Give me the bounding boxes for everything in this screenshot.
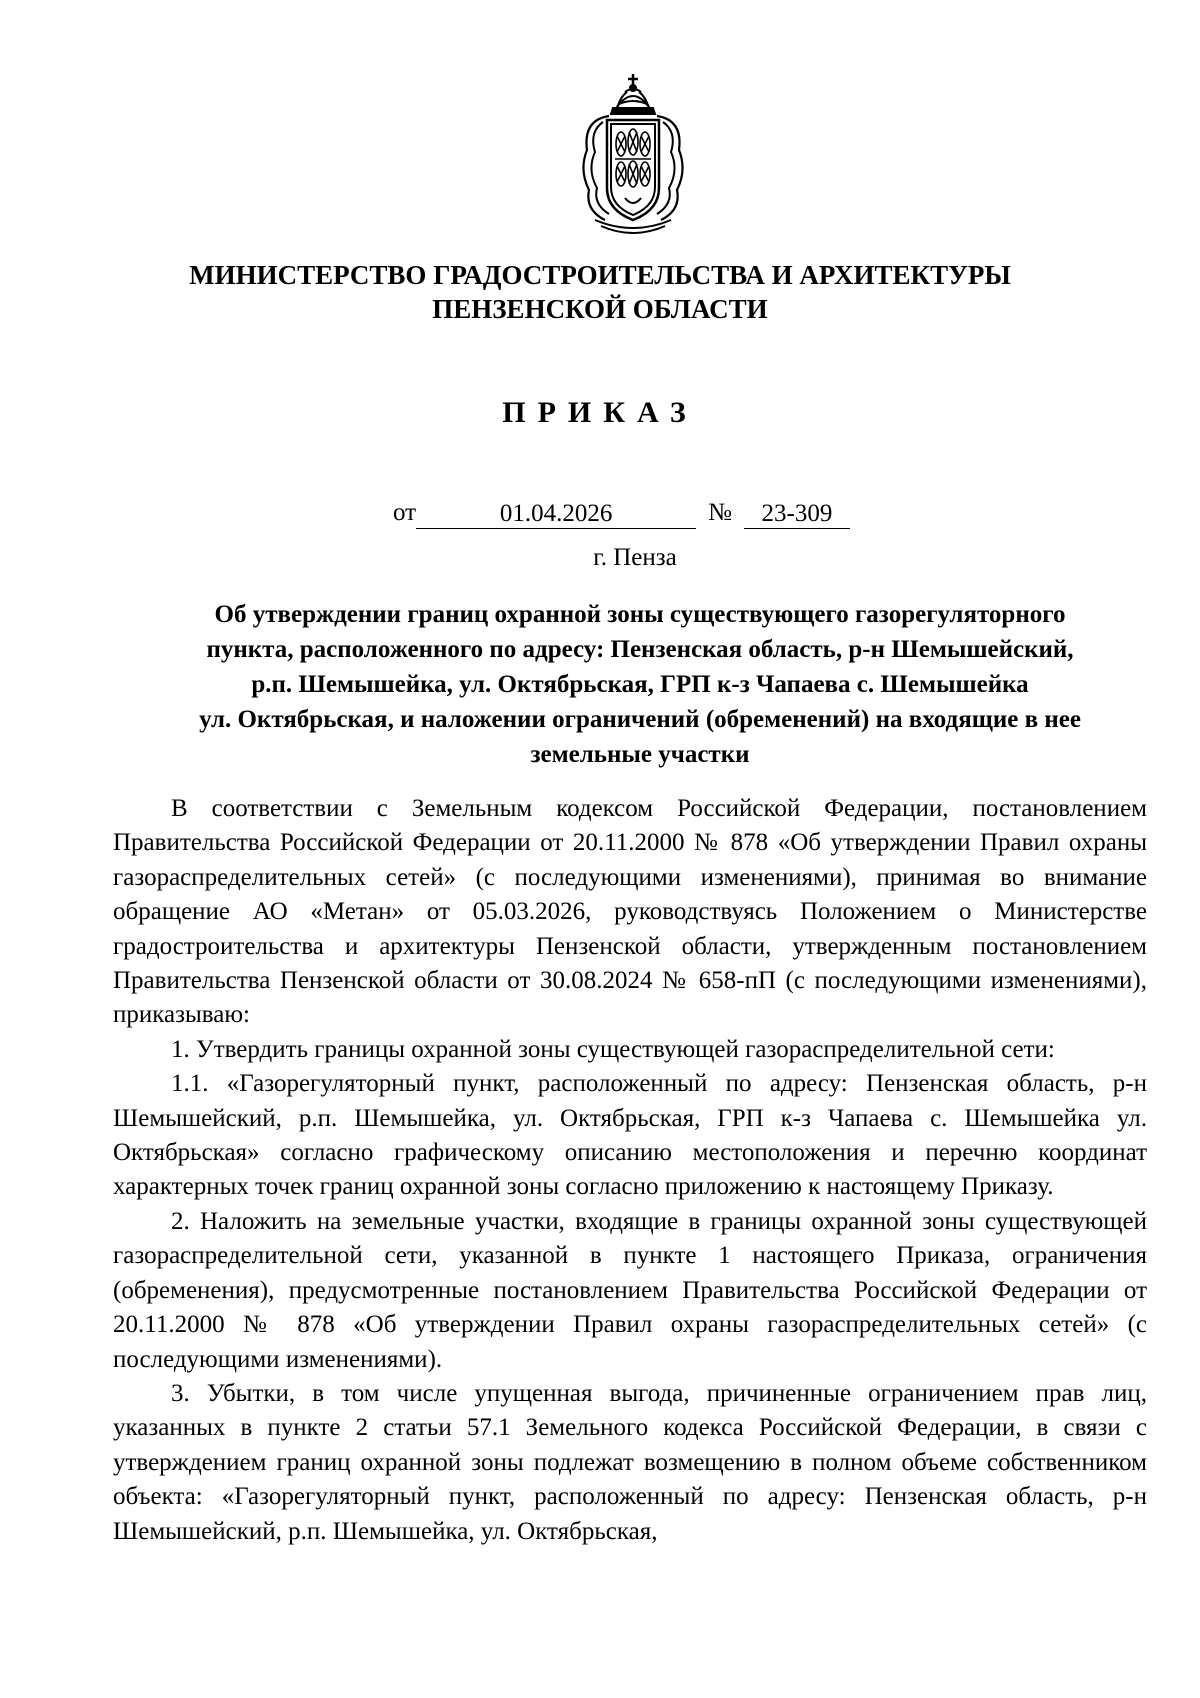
document-type-title: ПРИКАЗ [502,396,698,429]
order-body [113,792,1147,1549]
clause-1-1-paragraph: 1.1. «Газорегуляторный пункт, расположенный по адресу: Пензенская область, р-н Шемышейский, р.п. Шемышейка, ул. Октябрьская, ГРП к-з Чапаева с. Шемышейка ул. Октябрьская» согласно графическому описанию местоположения и перечню координат характерных точек границ охранной зоны согласно приложению к настоящему Приказу. [113,1070,1147,1201]
subject-line: земельные участки [530,741,750,768]
order-number-field: 23-309 [744,498,850,529]
clause-3-paragraph: 3. Убытки, в том числе упущенная выгода, причиненные ограничением прав лиц, указанных в пункте 2 статьи 57.1 Земельного кодекса Российской Федерации, в связи с утверждением границ охранной зоны подлежат возмещению в полном объеме собственником объекта: «Газорегуляторный пункт, расположенный по адресу: Пензенская область, р-н Шемышейский, р.п. Шемышейка, ул. Октябрьская, [113,1379,1147,1545]
subject-line: р.п. Шемышейка, ул. Октябрьская, ГРП к-з Чапаева с. Шемышейка [251,671,1029,698]
ministry-name-line1: МИНИСТЕРСТВО ГРАДОСТРОИТЕЛЬСТВА И АРХИТЕКТУРЫ [189,260,1011,290]
order-date-field: 01.04.2026 [416,498,696,529]
issue-city: г. Пенза [593,544,677,571]
preamble-paragraph: В соответствии с Земельным кодексом Российской Федерации, постановлением Правительства Российской Федерации от 20.11.2000 № 878 «Об утверждении Правил охраны газораспределительных сетей» (с последующими изменениями), принимая во внимание обращение АО «Метан» от 05.03.2026, руководствуясь Положением о Министерстве градостроительства и архитектуры Пензенской области, утвержденным постановлением Правительства Пензенской области от 30.08.2024 № 658-пП (с последующими изменениями), приказываю: [113,795,1147,1029]
clause-2-paragraph: 2. Наложить на земельные участки, входящие в границы охранной зоны существующей газораспределительной сети, указанной в пункте 1 настоящего Приказа, ограничения (обременения), предусмотренные постановлением Правительства Российской Федерации от 20.11.2000 № 878 «Об утверждении Правил охраны газораспределительных сетей» (с последующими изменениями). [113,1207,1147,1373]
subject-line: ул. Октябрьская, и наложении ограничений (обременений) на входящие в нее [199,706,1081,733]
order-subject [130,597,1150,772]
date-prefix-label: от [393,499,417,526]
ministry-name [0,258,1200,326]
ministry-name-line2: ПЕНЗЕНСКОЙ ОБЛАСТИ [432,294,768,324]
clause-1-paragraph: 1. Утвердить границы охранной зоны существующей газораспределительной сети: [171,1035,1055,1063]
order-date-number-line [393,497,850,529]
subject-line: Об утверждении границ охранной зоны существующего газорегуляторного [214,601,1066,628]
coat-of-arms-icon [565,70,701,234]
subject-line: пункта, расположенного по адресу: Пензенская область, р-н Шемышейский, [206,636,1074,663]
number-sign-label: № [708,499,732,526]
